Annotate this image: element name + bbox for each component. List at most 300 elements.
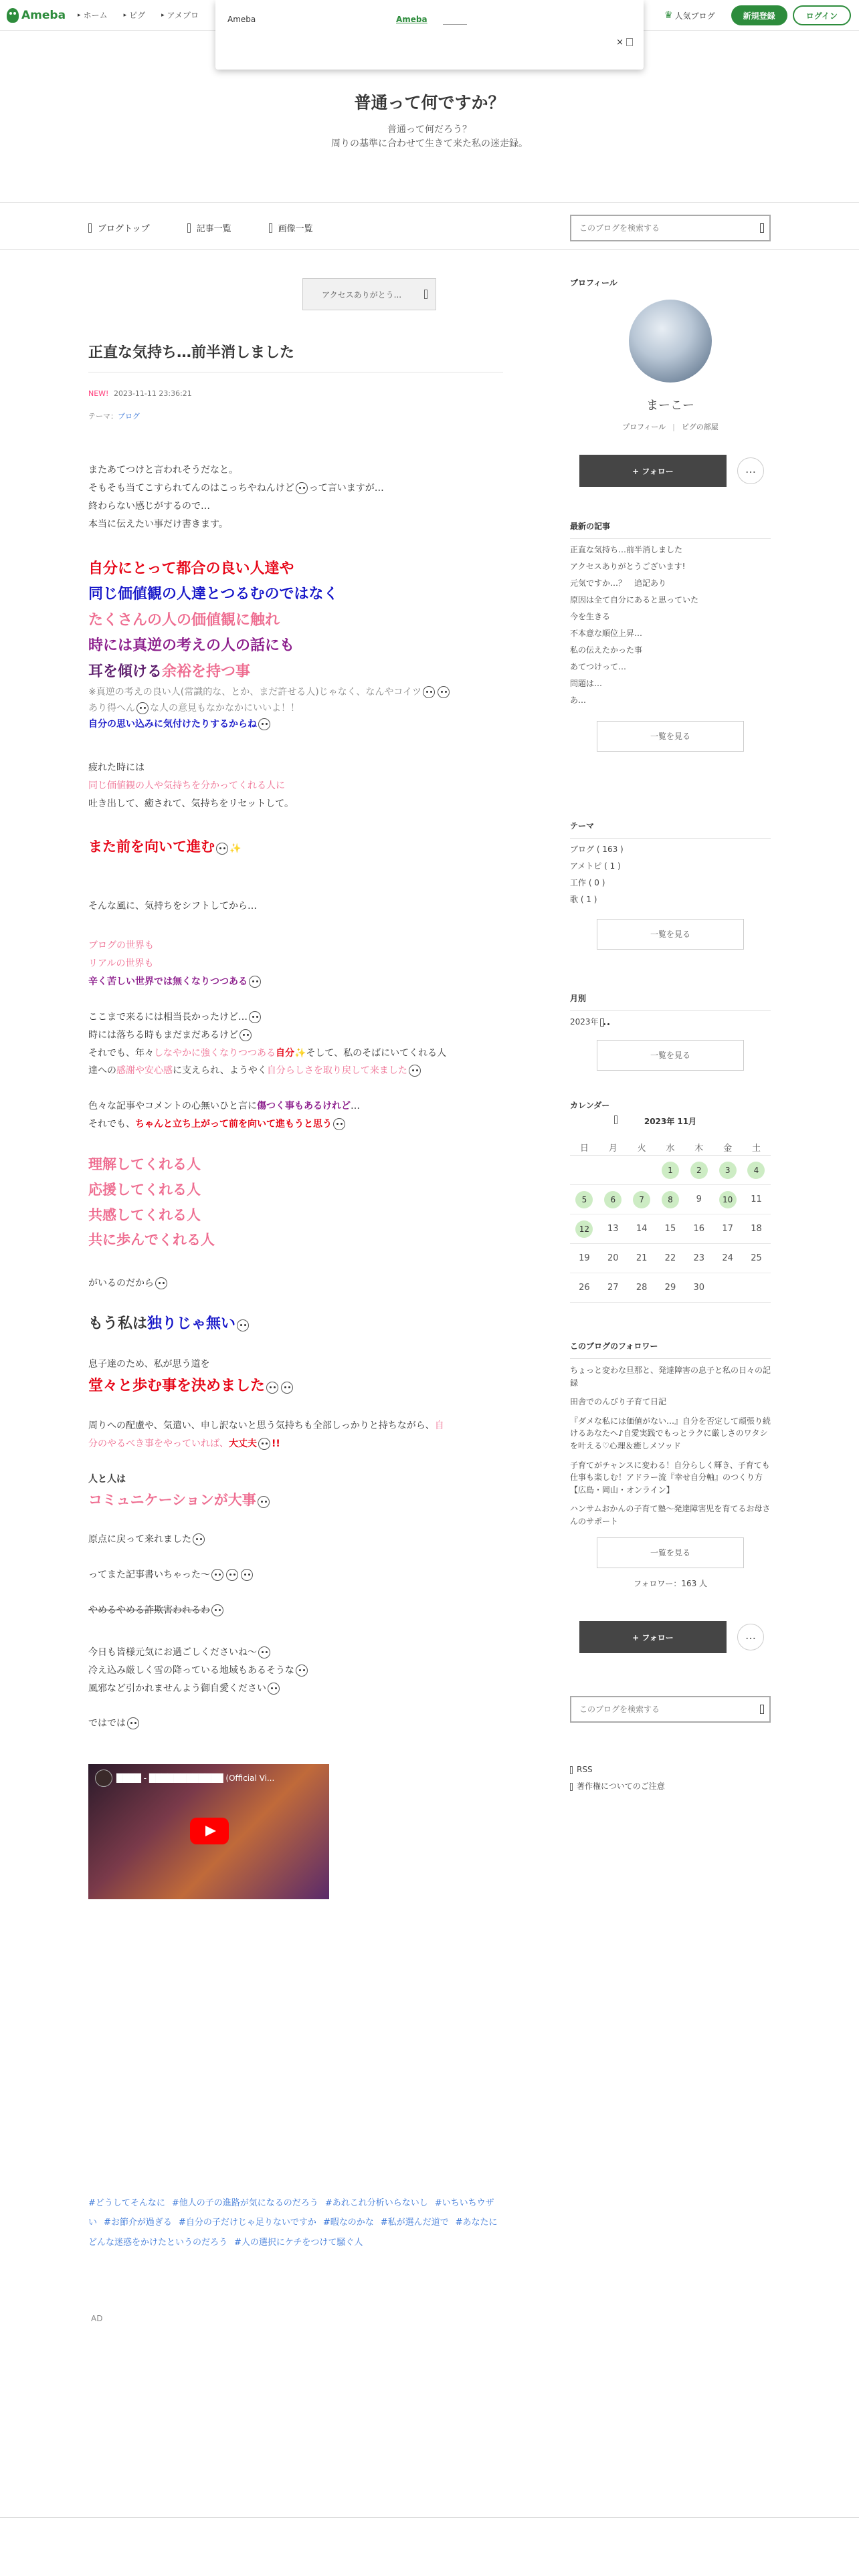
calendar-heading: カレンダー [570, 1101, 610, 1110]
subnav-entry-list-label: 記事一覧 [196, 224, 231, 234]
weekday-label: 土 [751, 1144, 761, 1154]
paragraph [88, 1566, 503, 1584]
calendar-day-label: 4 [747, 1162, 765, 1179]
more-options-button[interactable]: … [737, 457, 764, 484]
calendar-day-label: 11 [751, 1194, 762, 1204]
emoji-icon [266, 1382, 278, 1394]
paragraph [88, 1275, 503, 1293]
rss-icon [570, 1766, 573, 1774]
weekday-label: 金 [723, 1144, 733, 1154]
crown-icon: ♛ [664, 10, 673, 21]
nav-pigg-label: ピグ [129, 11, 146, 20]
text-span: 独りじゃ無い [147, 1315, 236, 1333]
calendar-day-label: 18 [751, 1224, 762, 1234]
recent-entry-link[interactable]: 今を生きる [570, 612, 611, 621]
see-all-followers-button[interactable]: 一覧を見る [597, 1537, 744, 1568]
calendar-day [742, 1224, 771, 1234]
text-line: 疲れた時には [88, 762, 145, 774]
channel-avatar [95, 1769, 112, 1787]
more-options-button-bottom[interactable]: … [737, 1624, 764, 1650]
emoji-icon [216, 843, 228, 855]
text-line: リアルの世界も [88, 958, 154, 970]
text-span: 耳を傾ける [88, 663, 163, 680]
follower-blog-link[interactable]: ちょっと変わな旦那と、発達障害の息子と私の日々の記録 [570, 1366, 771, 1388]
calendar-day[interactable] [713, 1191, 742, 1208]
calendar-day [656, 1224, 685, 1234]
calendar-day-label: 16 [693, 1224, 705, 1234]
paragraph [88, 461, 503, 534]
text-span: 自分 [276, 1047, 294, 1059]
search-icon[interactable] [760, 1705, 764, 1714]
text-span: しなやかに強くなりつつある [154, 1047, 276, 1059]
text-span: もう私は [88, 1315, 148, 1333]
recent-entry-link[interactable]: 不本意な順位上昇… [570, 629, 643, 638]
text-line [88, 479, 503, 498]
header-actions [664, 5, 851, 25]
text-span: 時には落ちる時もまだまだあるけど [88, 1029, 238, 1041]
profile-heading: プロフィール [570, 278, 617, 288]
paragraph [88, 897, 503, 916]
calendar-day-label: 27 [607, 1283, 619, 1293]
weekday-label: 水 [666, 1144, 675, 1154]
calendar-week [570, 1244, 771, 1273]
text-line: 同じ価値観の人や気持ちを分かってくれる人に [88, 780, 285, 792]
divider [570, 1358, 771, 1359]
ad-divider [443, 24, 467, 25]
text-span: 堂々と歩む事を決めました [88, 1378, 266, 1395]
document-icon [570, 1783, 573, 1791]
blog-description [0, 123, 859, 151]
calendar-day-label: 19 [579, 1253, 590, 1263]
blog-description-line-2: 周りの基準に合わせて生きて来た私の迷走録。 [331, 138, 528, 149]
calendar-weekdays [570, 1140, 771, 1156]
broken-image-icon [258, 1496, 270, 1508]
ameba-logo[interactable] [7, 8, 66, 23]
text-line [88, 1488, 503, 1513]
theme-label: テーマ： [88, 412, 118, 421]
calendar-grid [570, 1140, 771, 1303]
hashtag-link[interactable]: #私が選んだ道で [380, 2218, 449, 2228]
emoji-icon [193, 1533, 205, 1545]
calendar-day[interactable] [742, 1162, 771, 1179]
broken-image-icon [258, 718, 270, 730]
see-all-months-button[interactable]: 一覧を見る [597, 1040, 744, 1071]
emoji-icon [333, 1118, 345, 1130]
entry-title[interactable]: 正直な気持ち…前半消しました [88, 344, 295, 361]
calendar-day [684, 1224, 713, 1234]
text-span: ではでは [88, 1718, 126, 1729]
calendar-day-label: 14 [636, 1224, 648, 1234]
hashtag-link[interactable]: #いちいちウザい [88, 2198, 494, 2228]
emoji-icon [155, 1277, 167, 1289]
calendar-day-label: 12 [575, 1220, 593, 1238]
follower-blog-link[interactable]: ハンサムおかんの子育て塾〜発達障害児を育てるお母さんのサポート [570, 1504, 771, 1526]
calendar-day-label: 30 [693, 1283, 705, 1293]
text-line [88, 1097, 503, 1115]
calendar-day[interactable] [684, 1162, 713, 1179]
recent-entry-link[interactable]: 原因は全て自分にあると思っていた [570, 595, 699, 605]
weekday-label: 火 [637, 1144, 646, 1154]
calendar-day-label: 28 [636, 1283, 648, 1293]
calendar-week [570, 1214, 771, 1244]
chevron-right-icon: ▸ [78, 11, 81, 19]
text-line [88, 1715, 503, 1733]
paragraph [88, 937, 503, 991]
text-span: そもそも当てこすられてんのはこっちやねんけど [88, 482, 294, 494]
theme-section [570, 820, 771, 950]
ad-close-button[interactable]: × [616, 37, 624, 47]
follower-blog-link[interactable]: 『ダメな私には価値がない…』自分を否定して頑張り続けるあなたへ♪自愛実践でもっとラクに厳しさのワタシを叶える♡心理＆癒しメソッド [570, 1416, 771, 1451]
paragraph [88, 1471, 503, 1514]
follow-button[interactable]: + フォロー [579, 455, 727, 487]
text-line [88, 1644, 503, 1662]
calendar-day-label: 2 [690, 1162, 708, 1179]
paragraph [88, 833, 503, 860]
calendar-day [599, 1253, 628, 1263]
ad-brand: Ameba [227, 15, 256, 24]
text-span: ここまで来るには相当長かったけど… [88, 1011, 248, 1023]
theme-link[interactable]: ブログ ( 163 ) [570, 845, 624, 854]
paragraph [88, 1531, 503, 1549]
nav-pigg[interactable] [124, 9, 146, 21]
text-span: 余裕を持つ事 [162, 663, 251, 680]
copyright-link[interactable] [570, 1778, 665, 1795]
calendar-day-label: 23 [693, 1253, 705, 1263]
calendar-day-label: 7 [633, 1191, 650, 1208]
highlight-line: たくさんの人の価値観に触れ [88, 611, 280, 629]
nav-home[interactable] [78, 9, 108, 21]
text-line [88, 1566, 503, 1584]
recent-entry-link[interactable]: あてつけって… [570, 662, 627, 671]
highlight-line: 自分にとって都合の良い人達や [88, 560, 294, 577]
subnav-blog-top-label: ブログトップ [98, 224, 150, 234]
text-line [88, 1008, 503, 1027]
note-line [88, 685, 503, 701]
blog-search-input[interactable] [571, 216, 739, 240]
emoji-icon [127, 1717, 139, 1729]
calendar-day [742, 1253, 771, 1263]
entry-meta [88, 389, 192, 398]
blog-search-input-bottom[interactable] [571, 1697, 739, 1721]
recent-entry-link[interactable]: 問題は… [570, 679, 603, 688]
access-thanks-button[interactable] [302, 278, 436, 310]
hashtag-link[interactable]: #他人の子の進路が気になるのだろう [171, 2198, 318, 2208]
calendar-week [570, 1156, 771, 1185]
text-span: って言いますが… [308, 482, 384, 494]
paragraph [88, 1644, 503, 1698]
emoji-icon [226, 1569, 238, 1581]
emoji-icon [241, 1569, 253, 1581]
text-line [88, 1027, 503, 1045]
calendar-day-label: 24 [722, 1253, 733, 1263]
text-span: がいるのだから [88, 1278, 154, 1289]
see-all-themes-button[interactable]: 一覧を見る [597, 919, 744, 950]
calendar-day[interactable] [599, 1191, 628, 1208]
text-span: 風邪など引かれませんよう御自愛ください [88, 1683, 266, 1694]
text-span: 原点に戻って来れました [88, 1534, 191, 1545]
pigg-room-link[interactable]: ピグの部屋 [681, 423, 719, 431]
nav-ameblo[interactable] [161, 9, 199, 21]
text-span: やめるやめる詐欺害われるわ [88, 1604, 210, 1616]
calendar-day [656, 1253, 685, 1263]
calendar-day-label: 6 [604, 1191, 622, 1208]
paragraph [88, 1097, 503, 1134]
calendar-day [570, 1253, 599, 1263]
divider [570, 1010, 771, 1011]
text-span: 自分らしさを取り戻して来ました [266, 1065, 407, 1077]
hashtag-link[interactable]: #お節介が過ぎる [104, 2218, 172, 2228]
text-span: 自分の思い込みに気付けたりするからね [88, 718, 257, 730]
text-line [88, 1531, 503, 1549]
text-span: ってまた記事書いちゃった〜 [88, 1570, 210, 1581]
broken-image-icon [258, 1438, 270, 1450]
emoji-icon [438, 686, 450, 698]
text-span: 大丈夫 [229, 1438, 257, 1449]
text-span: 自 [434, 1420, 444, 1431]
sparkle-icon: ✨ [294, 1047, 306, 1059]
text-line: 終わらない感じがするので… [88, 500, 210, 512]
emoji-icon [409, 1065, 421, 1077]
hashtag-link[interactable]: #自分の子だけじゃ足りないですか [178, 2218, 316, 2228]
follower-blog-link[interactable]: 田舎でのんびり子育て日記 [570, 1397, 667, 1407]
hashtag-link[interactable]: #暇なのかな [322, 2218, 374, 2228]
nav-home-label: ホーム [83, 11, 108, 20]
calendar-day[interactable] [628, 1191, 656, 1208]
text-span: そして、私のそばにいてくれる人 [306, 1047, 447, 1059]
weekday-label: 木 [694, 1144, 704, 1154]
monthly-section [570, 992, 771, 1071]
text-line [88, 1680, 503, 1698]
youtube-embed[interactable] [88, 1764, 329, 1899]
weekday-label: 月 [608, 1144, 617, 1154]
hashtag-link[interactable]: #どうしてそんなに [88, 2198, 165, 2208]
emoji-icon [296, 482, 308, 494]
entry-theme [88, 411, 140, 421]
follower-blog-link[interactable]: 子育てがチャンスに変わる！自分らしく輝き、子育ても仕事も楽しむ！アドラー流『幸せ自分軸』のつくり方【広島・岡山・オンライン】 [570, 1460, 770, 1495]
text-line [88, 1062, 503, 1080]
text-span: 周りへの配慮や、気遣い、申し訳ないと思う気持ちも全部しっかりと持ちながら、 [88, 1420, 435, 1431]
text-line [88, 1662, 503, 1680]
separator: | [672, 423, 675, 431]
profile-link[interactable]: プロフィール [622, 423, 666, 431]
hashtag-link[interactable]: #人の選択にケチをつけて騒ぐ人 [234, 2237, 363, 2248]
theme-link[interactable]: 工作 ( 0 ) [570, 878, 605, 887]
signup-button[interactable]: 新規登録 [731, 5, 787, 25]
text-span: な人の意見もなかなかにいいよ！！ [150, 702, 300, 714]
chevron-right-icon: ▸ [161, 11, 165, 19]
follow-button-bottom[interactable]: + フォロー [579, 1621, 727, 1653]
text-line [88, 1045, 503, 1063]
hashtag-link[interactable]: #あれこれ分析いらないし [324, 2198, 428, 2208]
calendar-day [628, 1224, 656, 1234]
subnav-image-list-label: 画像一覧 [278, 224, 313, 234]
recent-entry-link[interactable]: アクセスありがとうございます! [570, 562, 686, 571]
text-line [88, 1275, 503, 1293]
text-span: 今日も皆様元気にお過ごしくださいね〜 [88, 1646, 257, 1658]
calendar-day [742, 1194, 771, 1204]
login-button[interactable]: ログイン [793, 5, 851, 25]
text-line: 本当に伝えたい事だけ書きます。 [88, 518, 228, 530]
text-line: ブログの世界も [88, 940, 154, 952]
text-line: そんな風に、気持ちをシフトしてから… [88, 901, 257, 912]
blog-description-line-1: 普通って何だろう？ [387, 124, 472, 135]
calendar-day-label: 10 [719, 1191, 737, 1208]
avatar[interactable] [629, 300, 712, 383]
text-span: に支えられ、ようやく [173, 1065, 267, 1077]
paragraph [88, 1715, 503, 1733]
calendar-day-label: 22 [664, 1253, 676, 1263]
highlight-line: 同じ価値観の人達とつるむのではなく [88, 586, 339, 603]
broken-image-icon [268, 1683, 280, 1695]
emoji-icon [211, 1604, 223, 1616]
subnav-entry-list[interactable] [187, 221, 231, 234]
theme-link[interactable]: ブログ [118, 412, 140, 421]
blog-subnav [0, 202, 859, 250]
blog-title[interactable]: 普通って何ですか？ [354, 93, 505, 112]
calendar-day-label: 1 [662, 1162, 679, 1179]
text-span: 分のやるべき事をやっていれば、 [88, 1438, 229, 1449]
subnav-image-list[interactable] [269, 221, 313, 234]
ad-info-icon[interactable] [626, 38, 633, 46]
calendar-day [684, 1283, 713, 1293]
recent-entry-link[interactable]: 元気ですか…？ 追記あり [570, 578, 667, 588]
text-line [88, 1602, 503, 1620]
calendar-day[interactable] [570, 1191, 599, 1208]
text-span: … [351, 1101, 360, 1112]
calendar-day-label: 8 [662, 1191, 679, 1208]
calendar-day[interactable] [570, 1220, 599, 1238]
recent-entry-link[interactable]: 正直な気持ち…前半消しました [570, 545, 683, 554]
calendar-day-label: 21 [636, 1253, 648, 1263]
emoji-icon [281, 1382, 293, 1394]
note-line [88, 701, 503, 717]
emoji-icon [296, 1665, 308, 1677]
subnav-blog-top[interactable] [88, 221, 150, 234]
text-line [88, 1374, 503, 1400]
text-span: あり得へん [88, 702, 135, 714]
divider [570, 538, 771, 539]
text-line [88, 833, 503, 860]
blog-search-bottom [570, 1696, 771, 1723]
recent-entry-link[interactable]: 私の伝えたかった事 [570, 645, 643, 655]
calendar-day [599, 1224, 628, 1234]
emoji-icon [240, 1029, 252, 1041]
calendar-month: 2023年 11月 [644, 1117, 697, 1126]
text-line: 応援してくれる人 [88, 1181, 201, 1198]
calendar-day [684, 1253, 713, 1263]
text-line [88, 1310, 503, 1338]
calendar-day[interactable] [713, 1162, 742, 1179]
ad-link[interactable]: Ameba [396, 15, 427, 24]
global-nav [78, 9, 215, 21]
hashtag-link[interactable]: #あなたにどんな迷惑をかけたというのだろう [88, 2218, 498, 2248]
text-span: ちゃんと立ち上がって前を向いて進もうと思う [135, 1119, 332, 1130]
text-span: 感謝や安心感 [116, 1065, 173, 1077]
monthly-heading: 月別 [570, 994, 587, 1003]
paragraph [88, 1310, 503, 1338]
home-icon [88, 223, 92, 233]
followers-heading: このブログのフォロワー [570, 1341, 658, 1351]
play-button-icon[interactable] [190, 1818, 229, 1844]
month-label: 2023年 [570, 1017, 599, 1027]
blog-header [0, 70, 859, 201]
emoji-icon [237, 1319, 249, 1331]
calendar-day [656, 1283, 685, 1293]
calendar-day[interactable] [656, 1162, 685, 1179]
sparkle-icon: ✨ [229, 843, 242, 855]
emoji-icon [211, 1569, 223, 1581]
nav-ameblo-label: アメブロ [167, 11, 199, 20]
calendar-day [628, 1283, 656, 1293]
calendar-day-label: 20 [607, 1253, 619, 1263]
text-span: それでも、年々 [88, 1047, 154, 1059]
logo-text: Ameba [21, 8, 66, 22]
text-span: ※真逆の考えの良い人(常識的な、とか、まだ許せる人)じゃなく、なんやコイツ [88, 687, 421, 697]
text-line: 共感してくれる人 [88, 1206, 201, 1223]
calendar-day [713, 1224, 742, 1234]
blog-search-top [570, 215, 771, 241]
video-title[interactable]: ████ - ████████████ (Official Vi... [116, 1774, 275, 1783]
text-line: 息子達のため、私が思う道を [88, 1359, 210, 1370]
text-span: 辛く苦しい世界では無くなりつつある [88, 976, 248, 987]
calendar-day-label: 25 [751, 1253, 762, 1263]
text-span: 達への [88, 1065, 116, 1077]
month-link[interactable] [570, 1014, 771, 1031]
rss-link[interactable] [570, 1761, 665, 1778]
emoji-icon [423, 686, 435, 698]
access-thanks-label: アクセスありがとう... [322, 290, 402, 300]
image-icon [269, 223, 272, 233]
follower-count: フォロワー：163 人 [633, 1578, 708, 1588]
text-span: また前を向いて進む [88, 839, 215, 855]
emoji-icon [136, 702, 149, 714]
popular-blogs-link[interactable] [664, 10, 715, 21]
chevron-icon [424, 290, 427, 299]
search-icon[interactable] [760, 223, 764, 233]
theme-link[interactable]: 歌 ( 1 ) [570, 895, 597, 904]
calendar-day [684, 1194, 713, 1204]
recent-entry-link[interactable]: あ… [570, 695, 587, 705]
ad-label: AD [91, 2314, 103, 2323]
calendar [570, 1099, 771, 1340]
calendar-week [570, 1273, 771, 1303]
paragraph [88, 759, 503, 813]
ad-overlay [215, 0, 644, 70]
popular-label: 人気ブログ [674, 11, 715, 21]
theme-link[interactable]: アメトピ ( 1 ) [570, 861, 621, 871]
text-line: 理解してくれる人 [88, 1156, 201, 1173]
profile-name[interactable]: まーこー [646, 399, 694, 413]
paragraph [88, 1008, 503, 1081]
followers-section [570, 1340, 771, 1589]
paragraph [88, 1602, 503, 1620]
theme-heading: テーマ [570, 821, 595, 831]
profile-links [570, 421, 771, 432]
divider [570, 838, 771, 839]
calendar-day[interactable] [656, 1191, 685, 1208]
calendar-day-label: 5 [575, 1191, 593, 1208]
rss-label: RSS [577, 1765, 593, 1774]
entry-body [88, 461, 503, 1750]
see-all-recent-button[interactable]: 一覧を見る [597, 721, 744, 752]
text-line [88, 1115, 503, 1134]
text-line: 共に歩んでくれる人 [88, 1232, 215, 1249]
text-line: 人と人は [88, 1473, 126, 1485]
sidebar-footer-links [570, 1761, 665, 1795]
highlight-block [88, 556, 503, 733]
calendar-day [599, 1283, 628, 1293]
calendar-week [570, 1185, 771, 1214]
